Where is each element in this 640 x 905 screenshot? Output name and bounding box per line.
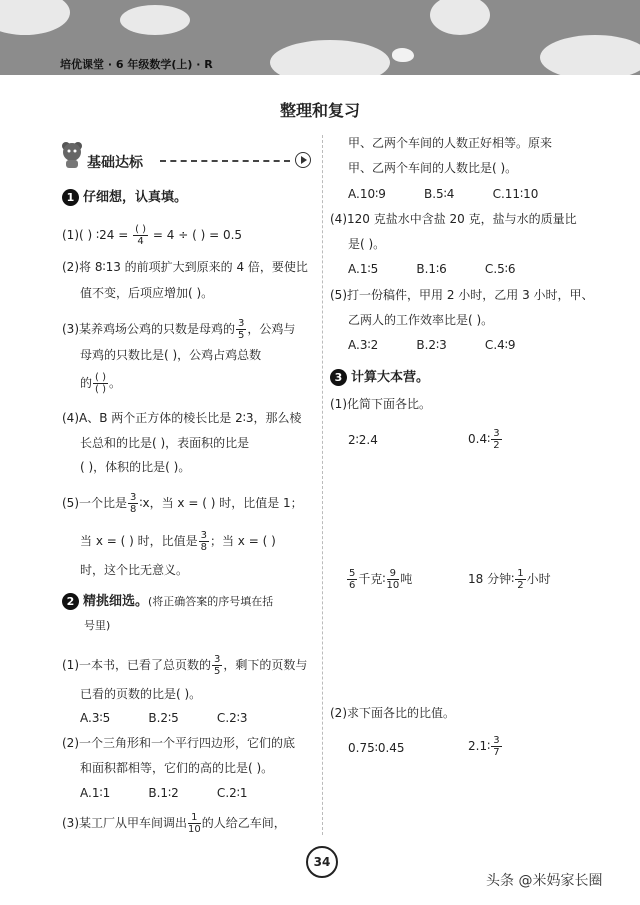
part3-heading — [330, 366, 429, 386]
expression-1: 2∶2.4 — [348, 433, 378, 447]
part-title: 计算大本营。 — [351, 370, 430, 385]
question-1: (1)( ) ∶24 = $\frac{( )}{4}$ = 4 ÷ ( ) = 0.5 — [62, 224, 243, 247]
expression-6: 2.1∶ $\frac{3}{7}$ — [468, 735, 500, 758]
part-title: 仔细想，认真填。 — [83, 190, 188, 205]
mc-question-1-line1: (1)一本书，已看了总页数的 $\frac{3}{5}$ ，剩下的页数与 — [62, 654, 308, 677]
play-icon — [295, 152, 311, 168]
header-banner — [0, 0, 640, 75]
part-number-badge: 3 — [330, 369, 347, 386]
watermark: 头条 @米妈家长圈 — [486, 873, 603, 889]
part1-heading — [62, 186, 187, 206]
fraction: $\frac{3}{8}$ — [130, 492, 137, 515]
part-number-badge: 1 — [62, 189, 79, 206]
fraction: $\frac{3}{5}$ — [238, 318, 245, 341]
fraction: $\frac{3}{2}$ — [493, 428, 500, 451]
question-3-line2: 母鸡的只数比是( )，公鸡占鸡总数 — [80, 348, 262, 362]
mc-question-1-line2: 已看的页数的比是( )。 — [80, 687, 202, 701]
part2-heading — [62, 590, 273, 610]
mc-options: A.1∶1 B.1∶2 C.2∶1 — [80, 786, 248, 800]
cloud-decoration — [0, 0, 70, 35]
question-4-line2: 长总和的比是( )，表面积的比是 — [80, 436, 250, 450]
mc-question-4-line1: (4)120 克盐水中含盐 20 克，盐与水的质量比 — [330, 212, 577, 226]
cloud-decoration — [270, 40, 390, 75]
mc-question-3-line1: (3)某工厂从甲车间调出 $\frac{1}{10}$ 的人给乙车间， — [62, 812, 286, 835]
expression-2: 0.4∶ $\frac{3}{2}$ — [468, 428, 500, 451]
mc-question-5-line2: 乙两人的工作效率比是( )。 — [348, 313, 494, 327]
fraction: $\frac{3}{8}$ — [200, 530, 207, 553]
question-3-line3: 的 $\frac{( )}{( )}$ 。 — [80, 372, 122, 395]
mc-question-3-line3: 甲、乙两个车间的人数比是( )。 — [348, 161, 518, 175]
part-note: (将正确答案的序号填在括 — [148, 595, 274, 608]
question-2-line2: 值不变，后项应增加( )。 — [80, 286, 214, 300]
fraction: $\frac{5}{6}$ — [349, 568, 356, 591]
mc-options: A.3∶5 B.2∶5 C.2∶3 — [80, 711, 248, 725]
fraction: $\frac{3}{5}$ — [214, 654, 221, 677]
mc-question-4-line2: 是( )。 — [348, 237, 386, 251]
fraction: $\frac{1}{2}$ — [517, 568, 524, 591]
mc-options: A.10∶9 B.5∶4 C.11∶10 — [348, 187, 539, 201]
part-number-badge: 2 — [62, 593, 79, 610]
mc-question-5-line1: (5)打一份稿件，甲用 2 小时，乙用 3 小时，甲、 — [330, 288, 594, 302]
mc-question-3-line2: 甲、乙两个车间的人数正好相等。原来 — [348, 136, 553, 150]
question-2-line1: (2)将 8∶13 的前项扩大到原来的 4 倍，要使比 — [62, 260, 308, 274]
book-title: 培优课堂 · 6 年级数学(上) · R — [60, 58, 213, 71]
question-5-line1: (5)一个比是 $\frac{3}{8}$ ∶x，当 x = ( ) 时，比值是 1； — [62, 492, 303, 515]
page-title: 整理和复习 — [279, 101, 360, 120]
bird-icon — [392, 48, 414, 62]
mc-question-2-line2: 和面积都相等，它们的高的比是( )。 — [80, 761, 274, 775]
column-divider — [322, 135, 323, 835]
subsection-1: (1)化简下面各比。 — [330, 397, 431, 411]
cloud-decoration — [540, 35, 640, 75]
part2-note-line2: 号里) — [84, 619, 111, 632]
question-5-line3: 时，这个比无意义。 — [80, 563, 189, 577]
fraction: $\frac{1}{10}$ — [188, 812, 201, 835]
expression-4: 18 分钟∶ $\frac{1}{2}$ 小时 — [468, 568, 551, 591]
cloud-decoration — [430, 0, 490, 35]
mc-question-2-line1: (2)一个三角形和一个平行四边形，它们的底 — [62, 736, 295, 750]
fraction: $\frac{3}{7}$ — [493, 735, 500, 758]
mc-options: A.3∶2 B.2∶3 C.4∶9 — [348, 338, 516, 352]
question-3-line1: (3)某养鸡场公鸡的只数是母鸡的 $\frac{3}{5}$ ，公鸡与 — [62, 318, 296, 341]
subsection-2: (2)求下面各比的比值。 — [330, 706, 455, 720]
page-number: 34 — [306, 846, 338, 878]
mc-options: A.1∶5 B.1∶6 C.5∶6 — [348, 262, 516, 276]
question-4-line3: ( )，体积的比是( )。 — [80, 460, 191, 474]
fraction: $\frac{9}{10}$ — [386, 568, 400, 591]
cloud-decoration — [120, 5, 190, 35]
section-dash-line — [160, 160, 290, 162]
question-4-line1: (4)A、B 两个正方体的棱长比是 2∶3，那么棱 — [62, 411, 302, 425]
fraction: $\frac{( )}{( )}$ — [95, 372, 106, 395]
section-title: 基础达标 — [87, 155, 143, 171]
question-5-line2: 当 x = ( ) 时，比值是 $\frac{3}{8}$ ；当 x = ( ) — [80, 530, 276, 553]
bear-mascot-icon — [60, 140, 84, 168]
part-title: 精挑细选。 — [83, 594, 149, 609]
expression-3: $\frac{5}{6}$ 千克∶ $\frac{9}{10}$ 吨 — [349, 568, 413, 591]
expression-5: 0.75∶0.45 — [348, 741, 405, 755]
fraction: $\frac{( )}{4}$ — [135, 224, 147, 247]
